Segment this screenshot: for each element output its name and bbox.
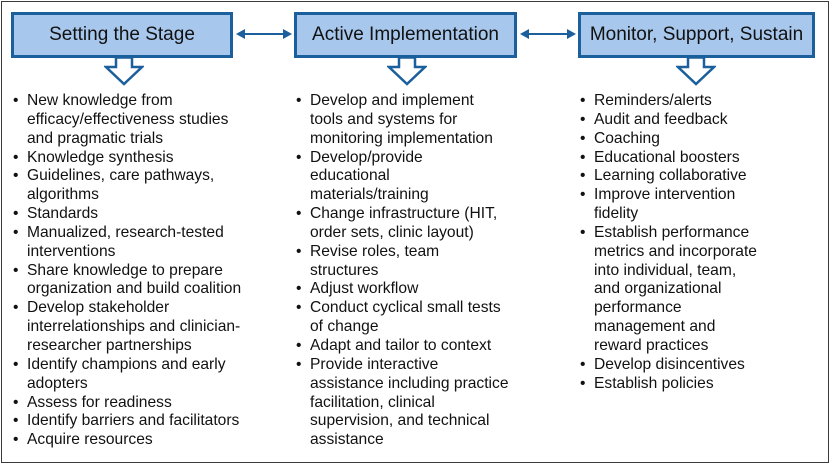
down-arrow-icon <box>387 56 427 86</box>
list-item-line: organization and build coalition <box>27 280 242 298</box>
list-item-line: • Knowledge synthesis <box>27 148 174 166</box>
list-item-line: • Identify champions and early <box>27 355 226 373</box>
list-item-line: • Develop disincentives <box>594 355 745 373</box>
list-item-line: • Reminders/alerts <box>594 92 712 109</box>
list-item-line: • Change infrastructure (HIT, <box>310 205 498 223</box>
list-item <box>296 356 509 450</box>
list-item-line: adopters <box>27 374 88 392</box>
list-item-line: materials/training <box>310 186 429 204</box>
list-item-line: structures <box>310 261 379 279</box>
list-item-line: and organizational <box>594 280 722 298</box>
list-item-line: • Educational boosters <box>594 148 740 166</box>
list-item-line: monitoring implementation <box>310 129 493 147</box>
list-item <box>580 186 757 224</box>
stage-title: Active Implementation <box>312 24 499 45</box>
list-setting-the-stage <box>13 92 241 450</box>
list-item-line: order sets, clinic layout) <box>310 223 474 241</box>
list-item-line: • Revise roles, team <box>310 242 440 260</box>
list-item-line: into individual, team, <box>594 261 737 279</box>
list-item <box>580 167 757 186</box>
list-item-line: efficacy/effectiveness studies <box>27 110 229 128</box>
list-item-line: • Improve intervention <box>594 186 736 204</box>
list-item-line: assistance <box>310 431 384 449</box>
list-item-line: supervision, and technical <box>310 412 490 430</box>
list-item <box>13 224 241 262</box>
list-item <box>296 299 509 337</box>
list-item <box>13 92 241 149</box>
list-item-line: interrelationships and clinician- <box>27 318 241 336</box>
list-item-line: • Guidelines, care pathways, <box>27 167 215 185</box>
list-item-line: • Identify barriers and facilitators <box>27 412 240 430</box>
list-item <box>13 299 241 356</box>
list-item-line: performance <box>594 299 682 317</box>
list-item-line: • Establish policies <box>594 374 714 392</box>
stage-title: Monitor, Support, Sustain <box>589 24 804 45</box>
list-item <box>580 92 757 111</box>
list-item-line: reward practices <box>594 336 709 354</box>
list-item <box>580 224 757 356</box>
list-item-line: • New knowledge from <box>27 92 173 109</box>
list-item-line: • Adapt and tailor to context <box>310 336 492 354</box>
list-item-line: assistance including practice <box>310 374 509 392</box>
stage-box-setting-the-stage <box>11 12 233 58</box>
list-item <box>13 356 241 394</box>
list-item-line: • Provide interactive <box>310 355 439 373</box>
list-item <box>13 262 241 300</box>
list-item <box>296 205 509 243</box>
list-item-line: and pragmatic trials <box>27 129 164 147</box>
list-item <box>13 205 241 224</box>
list-item <box>580 130 757 149</box>
list-item <box>580 375 757 394</box>
double-arrow-connector-icon <box>236 25 292 43</box>
list-item-line: • Conduct cyclical small tests <box>310 299 501 317</box>
list-item-line: educational <box>310 167 390 185</box>
list-monitor-support-sustain <box>580 92 757 394</box>
list-active-implementation <box>296 92 509 450</box>
list-item-line: • Assess for readiness <box>27 393 172 411</box>
list-item <box>13 167 241 205</box>
list-item-line: interventions <box>27 242 116 260</box>
list-item-line: • Develop stakeholder <box>27 299 170 317</box>
list-item <box>296 149 509 206</box>
list-item <box>13 394 241 413</box>
stage-box-monitor-support-sustain <box>578 12 815 58</box>
list-item-line: algorithms <box>27 186 99 204</box>
list-item-line: • Develop/provide <box>310 148 423 166</box>
list-item-line: • Establish performance <box>594 223 750 241</box>
list-item-line: of change <box>310 318 379 336</box>
list-item-line: metrics and incorporate <box>594 242 757 260</box>
list-item-line: management and <box>594 318 716 336</box>
list-item-line: • Share knowledge to prepare <box>27 261 223 279</box>
list-item <box>580 111 757 130</box>
down-arrow-icon <box>104 56 144 86</box>
list-item <box>296 92 509 149</box>
list-item-line: facilitation, clinical <box>310 393 435 411</box>
list-item <box>296 337 509 356</box>
list-item-line: • Learning collaborative <box>594 167 747 185</box>
list-item-line: • Acquire resources <box>27 431 153 449</box>
stage-box-active-implementation <box>294 12 517 58</box>
list-item <box>13 412 241 431</box>
list-item-line: researcher partnerships <box>27 336 192 354</box>
list-item <box>13 431 241 450</box>
list-item <box>13 149 241 168</box>
list-item-line: • Develop and implement <box>310 92 474 109</box>
list-item-line: • Coaching <box>594 129 660 147</box>
list-item <box>580 149 757 168</box>
stage-title: Setting the Stage <box>49 24 195 45</box>
list-item-line: • Audit and feedback <box>594 110 728 128</box>
list-item-line: tools and systems for <box>310 110 458 128</box>
list-item-line: fidelity <box>594 205 639 223</box>
list-item <box>296 280 509 299</box>
list-item <box>580 356 757 375</box>
list-item-line: • Adjust workflow <box>310 280 419 298</box>
list-item-line: • Standards <box>27 205 99 223</box>
list-item <box>296 243 509 281</box>
double-arrow-connector-icon <box>520 25 576 43</box>
down-arrow-icon <box>676 56 716 86</box>
list-item-line: • Manualized, research-tested <box>27 223 224 241</box>
